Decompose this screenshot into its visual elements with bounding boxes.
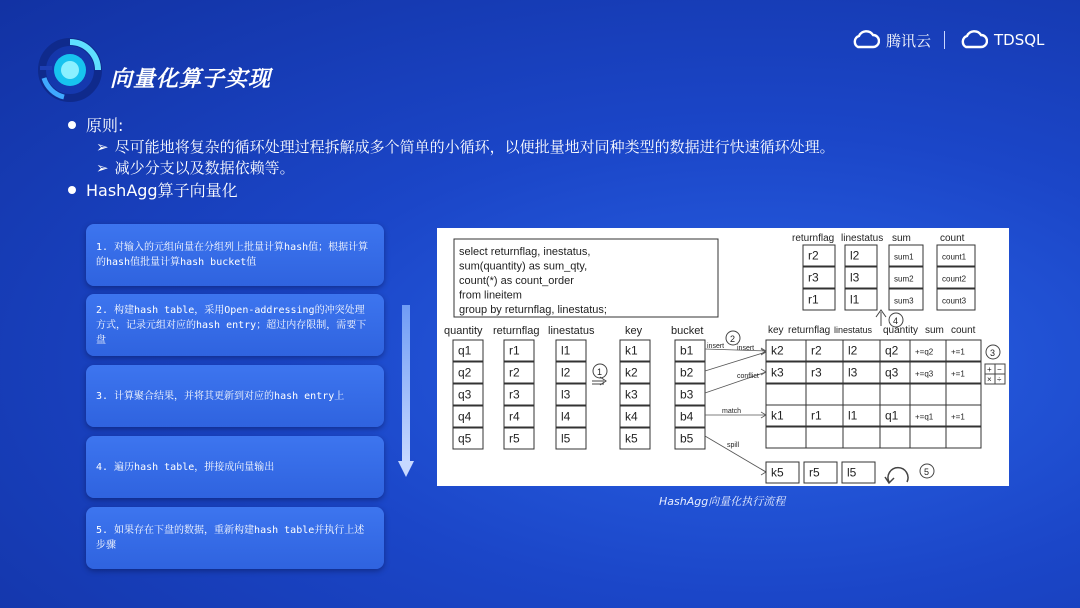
sub-bullet-1 — [96, 136, 835, 157]
ht-cell-text: q1 — [885, 408, 899, 423]
input-cell-text: r1 — [509, 343, 520, 358]
arrow-bullet-icon: ➢ — [96, 137, 109, 156]
brand-tdsql-label: TDSQL — [994, 31, 1045, 49]
bullet-text: HashAgg算子向量化 — [86, 181, 238, 200]
bullet-dot-icon — [68, 121, 76, 129]
input-cell-text: b1 — [680, 343, 694, 358]
ht-cell-text: +=q3 — [915, 369, 934, 379]
down-arrow-icon — [398, 305, 414, 477]
ht-cell-text: q2 — [885, 343, 899, 358]
calc-symbol: ÷ — [997, 375, 1002, 384]
output-cell-text: l1 — [850, 292, 860, 307]
output-cell-text: l2 — [850, 248, 860, 263]
ht-cell-box — [880, 427, 910, 448]
spill-cell-text: k5 — [771, 465, 784, 480]
input-cell-text: q5 — [458, 431, 472, 446]
input-cell-text: b5 — [680, 431, 694, 446]
ht-cell-box — [910, 384, 946, 405]
sql-line: select returnflag, inestatus, — [459, 246, 591, 258]
ht-header: count — [951, 325, 976, 336]
tdsql-logo — [958, 28, 1044, 52]
ht-cell-text: r3 — [811, 365, 822, 380]
ht-cell-text: q3 — [885, 365, 899, 380]
output-cell-text: r1 — [808, 292, 819, 307]
step-text: 1. 对输入的元组向量在分组列上批量计算hash值；根据计算的hash值批量计算hash bucket值 — [96, 242, 369, 268]
step-text: 3. 计算聚合结果，并将其更新到对应的hash entry上 — [96, 390, 345, 402]
cloud-icon — [850, 30, 880, 50]
ht-header: quantity — [883, 325, 919, 336]
output-cell-text: sum1 — [894, 252, 914, 262]
diagram-caption: HashAgg向量化执行流程 — [659, 495, 786, 508]
ht-header: key — [768, 325, 784, 336]
input-cell-text: r2 — [509, 365, 520, 380]
ht-cell-box — [806, 384, 843, 405]
ht-cell-box — [946, 427, 981, 448]
ht-cell-text: +=1 — [951, 369, 965, 379]
input-header: bucket — [671, 325, 704, 337]
step-card-5 — [86, 507, 384, 569]
input-cell-text: q4 — [458, 409, 472, 424]
ht-cell-box — [766, 427, 806, 448]
arrow-label: insert — [737, 345, 755, 352]
ht-cell-text: l2 — [848, 343, 858, 358]
ht-cell-text: r2 — [811, 343, 822, 358]
step-text: 2. 构建hash table，采用Open-addressing的冲突处理方式，记录元组对应的hash entry；超过内存限制，需要下盘 — [96, 304, 367, 346]
brand-tencent-label: 腾讯云 — [886, 31, 932, 50]
sql-line: from lineitem — [459, 289, 522, 302]
up-arrow-icon — [876, 310, 886, 326]
input-cell-text: l3 — [561, 387, 571, 402]
ht-cell-text: +=1 — [951, 347, 965, 357]
calc-symbol: + — [987, 365, 992, 374]
ht-cell-box — [843, 384, 880, 405]
sub-bullet-text: 减少分支以及数据依赖等。 — [114, 159, 295, 177]
input-cell-text: l4 — [561, 409, 571, 424]
ht-cell-box — [910, 427, 946, 448]
page-title: 向量化算子实现 — [110, 67, 272, 92]
spill-cell-text: l5 — [847, 465, 857, 480]
ht-cell-text: k1 — [771, 408, 784, 423]
ht-cell-box — [880, 384, 910, 405]
ht-cell-text: r1 — [811, 408, 822, 423]
ht-cell-text: l1 — [848, 408, 858, 423]
output-cell-text: r2 — [808, 248, 819, 263]
brand-divider — [944, 31, 945, 49]
cloud-icon — [958, 30, 988, 50]
loop-arrow-icon — [885, 477, 894, 483]
input-cell-text: k1 — [625, 343, 638, 358]
arrow-bullet-icon: ➢ — [96, 158, 109, 177]
sub-bullet-text: 尽可能地将复杂的循环处理过程拆解成多个简单的小循环，以便批量地对同种类型的数据进行快速循环处理。 — [114, 138, 835, 156]
output-cell-text: count2 — [942, 274, 967, 284]
input-cell-text: k4 — [625, 409, 638, 424]
sub-bullet-2 — [96, 157, 295, 178]
calc-symbol: × — [987, 375, 992, 384]
bullet-dot-icon — [68, 186, 76, 194]
input-cell-text: b3 — [680, 387, 694, 402]
input-cell-text: r3 — [509, 387, 520, 402]
input-header: key — [625, 325, 643, 337]
ht-header: sum — [925, 325, 944, 336]
step-card-4 — [86, 436, 384, 498]
input-cell-text: k3 — [625, 387, 638, 402]
loop-arrow-icon — [888, 468, 908, 482]
ht-cell-text: +=q1 — [915, 412, 934, 422]
calc-symbol: − — [997, 365, 1002, 374]
marker-3-text: 3 — [990, 348, 996, 358]
output-cell-text: count1 — [942, 252, 967, 262]
marker-4-text: 4 — [893, 316, 899, 326]
input-header: linestatus — [548, 325, 595, 337]
marker-1-text: 1 — [597, 367, 603, 377]
output-header: returnflag — [792, 233, 835, 244]
arrow-label: spill — [727, 442, 740, 449]
ht-cell-box — [946, 384, 981, 405]
bullet-principle — [68, 113, 123, 136]
input-cell-text: q2 — [458, 365, 472, 380]
sql-line: count(*) as count_order — [459, 275, 574, 287]
input-cell-text: b2 — [680, 365, 694, 380]
input-header: quantity — [444, 325, 483, 337]
input-header: returnflag — [493, 325, 540, 337]
input-cell-text: q1 — [458, 343, 472, 358]
sql-line: sum(quantity) as sum_qty, — [459, 260, 588, 273]
output-cell-text: sum2 — [894, 274, 914, 284]
step-text: 4. 遍历hash table，拼接成向量输出 — [96, 461, 275, 473]
input-cell-text: l1 — [561, 343, 571, 358]
output-cell-text: count3 — [942, 296, 967, 306]
step-text: 5. 如果存在下盘的数据，重新构建hash table并执行上述步骤 — [96, 525, 365, 551]
ht-cell-text: l3 — [848, 365, 858, 380]
step-card-2 — [86, 294, 384, 356]
output-cell-text: l3 — [850, 270, 860, 285]
output-cell-text: sum3 — [894, 296, 914, 306]
ht-cell-text: +=1 — [951, 412, 965, 422]
input-cell-text: l2 — [561, 365, 571, 380]
ht-cell-box — [766, 384, 806, 405]
arrow-label: conflict — [737, 373, 759, 380]
bullet-text: 原则: — [86, 116, 124, 135]
ht-cell-text: k2 — [771, 343, 784, 358]
arrow-label: insert — [707, 343, 725, 350]
output-header: count — [940, 233, 965, 244]
step-card-1 — [86, 224, 384, 286]
bullet-hashagg — [68, 178, 238, 201]
diagram-panel — [437, 228, 1009, 486]
ht-cell-text: +=q2 — [915, 347, 934, 357]
hashagg-diagram — [437, 228, 1009, 486]
arrowhead-icon — [761, 469, 766, 475]
ht-header: returnflag — [788, 325, 831, 336]
input-cell-text: k2 — [625, 365, 638, 380]
output-header: linestatus — [841, 233, 884, 244]
logo-icon — [38, 38, 102, 102]
spill-cell-text: r5 — [809, 465, 820, 480]
arrowhead-icon — [761, 369, 766, 375]
marker-2-text: 2 — [730, 334, 736, 344]
output-header: sum — [892, 233, 911, 244]
ht-cell-box — [843, 427, 880, 448]
ht-header: linestatus — [834, 325, 873, 335]
output-cell-text: r3 — [808, 270, 819, 285]
flow-arrow — [705, 352, 766, 371]
input-cell-text: q3 — [458, 387, 472, 402]
arrow-label: match — [722, 408, 742, 415]
input-cell-text: r4 — [509, 409, 520, 424]
input-cell-text: b4 — [680, 409, 694, 424]
marker-5-text: 5 — [924, 467, 930, 477]
tencent-cloud-logo — [850, 28, 931, 52]
input-cell-text: l5 — [561, 431, 571, 446]
ht-cell-box — [806, 427, 843, 448]
ht-cell-text: k3 — [771, 365, 784, 380]
input-cell-text: k5 — [625, 431, 638, 446]
step-card-3 — [86, 365, 384, 427]
input-cell-text: r5 — [509, 431, 520, 446]
sql-line: group by returnflag, linestatus; — [459, 304, 607, 316]
